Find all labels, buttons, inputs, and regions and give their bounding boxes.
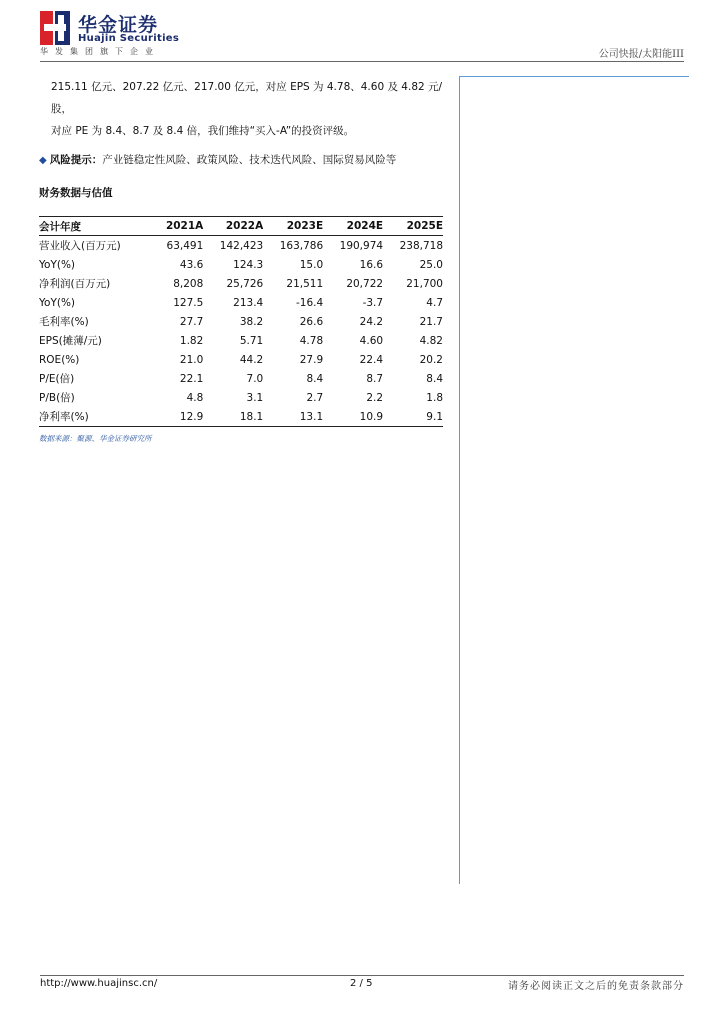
table-cell: 238,718 <box>399 239 443 252</box>
row-label: 营业收入(百万元) <box>39 240 121 252</box>
table-body <box>39 236 443 427</box>
row-label: 净利润(百万元) <box>39 278 111 290</box>
table-header-cell: 2023E <box>263 217 323 236</box>
table-cell: 21.7 <box>419 315 443 328</box>
risk-note <box>39 150 444 171</box>
table-cell: 2.7 <box>306 391 324 404</box>
table-cell: 16.6 <box>359 258 384 271</box>
row-label: YoY(%) <box>39 296 76 309</box>
footer-divider <box>40 975 684 976</box>
section-title: 财务数据与估值 <box>39 187 113 199</box>
table-header-cell: 会计年度 <box>39 217 152 236</box>
table-cell: 18.1 <box>203 407 263 427</box>
table-cell: 25.0 <box>419 258 443 271</box>
table-row <box>39 274 443 293</box>
table-cell: -16.4 <box>295 296 324 309</box>
sidebar-vertical-rule <box>459 76 460 884</box>
table-header-row <box>39 217 443 236</box>
table-row <box>39 236 443 256</box>
page-number: 2 / 5 <box>350 978 373 989</box>
row-label: EPS(摊薄/元) <box>39 335 102 347</box>
table-cell: 9.1 <box>383 407 443 427</box>
table-cell: 38.2 <box>239 315 264 328</box>
table-cell: 22.4 <box>359 353 384 366</box>
table-row <box>39 369 443 388</box>
table-cell: 4.82 <box>419 334 443 347</box>
table-cell: 1.8 <box>426 391 443 404</box>
table-header-cell: 2022A <box>203 217 263 236</box>
risk-text: 产业链稳定性风险、政策风险、技术迭代风险、国际贸易风险等 <box>102 154 397 166</box>
row-label: 净利率(%) <box>39 407 152 427</box>
table-cell: 4.8 <box>186 391 204 404</box>
table-cell: 22.1 <box>179 372 204 385</box>
table-cell: 27.9 <box>299 353 324 366</box>
main-content <box>39 76 444 444</box>
table-cell: 12.9 <box>152 407 204 427</box>
table-cell: 24.2 <box>359 315 384 328</box>
table-row <box>39 350 443 369</box>
page-header <box>40 8 684 63</box>
table-cell: 26.6 <box>299 315 324 328</box>
sidebar-top-rule <box>459 76 689 77</box>
table-row <box>39 312 443 331</box>
table-cell: 13.1 <box>263 407 323 427</box>
table-cell: 10.9 <box>323 407 383 427</box>
row-label: ROE(%) <box>39 353 80 366</box>
data-source-note: 数据来源：聚源、华金证券研究所 <box>39 434 152 443</box>
table-cell: 4.78 <box>299 334 324 347</box>
company-tagline: 华发集团旗下企业 <box>40 47 160 56</box>
table-cell: 8.4 <box>426 372 443 385</box>
table-row <box>39 388 443 407</box>
financial-table <box>39 216 443 427</box>
table-header-cell: 2021A <box>152 217 204 236</box>
diamond-bullet-icon: ◆ <box>39 155 47 166</box>
table-row <box>39 331 443 350</box>
table-row <box>39 255 443 274</box>
table-cell: 1.82 <box>179 334 204 347</box>
table-cell: 127.5 <box>173 296 204 309</box>
table-cell: 8.4 <box>306 372 324 385</box>
table-header-cell: 2024E <box>323 217 383 236</box>
row-label: P/B(倍) <box>39 392 75 404</box>
footer-disclaimer: 请务必阅读正文之后的免责条款部分 <box>508 981 684 992</box>
table-cell: 8.7 <box>366 372 384 385</box>
table-cell: 7.0 <box>246 372 264 385</box>
table-cell: 8,208 <box>173 277 204 290</box>
table-cell: 21,511 <box>286 277 324 290</box>
table-cell: 20.2 <box>419 353 443 366</box>
table-cell: 190,974 <box>339 239 384 252</box>
row-label: 毛利率(%) <box>39 316 89 328</box>
table-cell: 4.60 <box>359 334 384 347</box>
table-cell: 124.3 <box>233 258 264 271</box>
logo-chinese-name: 华金证券 <box>78 14 159 36</box>
table-cell: 2.2 <box>366 391 384 404</box>
table-cell: 3.1 <box>246 391 264 404</box>
huajin-logo-icon <box>40 11 70 45</box>
table-cell: 44.2 <box>239 353 264 366</box>
risk-title: 风险提示： <box>49 154 103 166</box>
logo-english-name: Huajin Securities <box>78 33 180 44</box>
table-cell: -3.7 <box>362 296 384 309</box>
report-type: 公司快报/太阳能III <box>598 49 684 60</box>
table-row <box>39 407 443 427</box>
table-header-cell: 2025E <box>383 217 443 236</box>
footer-url-link[interactable]: http://www.huajinsc.cn/ <box>40 978 158 989</box>
table-cell: 163,786 <box>279 239 324 252</box>
table-cell: 21,700 <box>406 277 443 290</box>
header-divider <box>40 61 684 62</box>
table-cell: 20,722 <box>346 277 384 290</box>
table-cell: 142,423 <box>219 239 264 252</box>
table-row <box>39 293 443 312</box>
table-cell: 213.4 <box>233 296 264 309</box>
table-cell: 4.7 <box>426 296 443 309</box>
table-cell: 43.6 <box>179 258 204 271</box>
table-cell: 25,726 <box>226 277 264 290</box>
valuation-paragraph-line2: 对应 PE 为 8.4、8.7 及 8.4 倍，我们维持“买入-A”的投资评级。 <box>51 125 355 137</box>
valuation-paragraph-line1: 215.11 亿元、207.22 亿元、217.00 亿元，对应 EPS 为 4.78、4.60 及 4.82 元/股， <box>51 81 443 115</box>
table-cell: 27.7 <box>179 315 204 328</box>
table-cell: 15.0 <box>299 258 324 271</box>
row-label: YoY(%) <box>39 258 76 271</box>
table-cell: 63,491 <box>166 239 204 252</box>
table-cell: 21.0 <box>179 353 204 366</box>
table-cell: 5.71 <box>239 334 264 347</box>
row-label: P/E(倍) <box>39 373 75 385</box>
